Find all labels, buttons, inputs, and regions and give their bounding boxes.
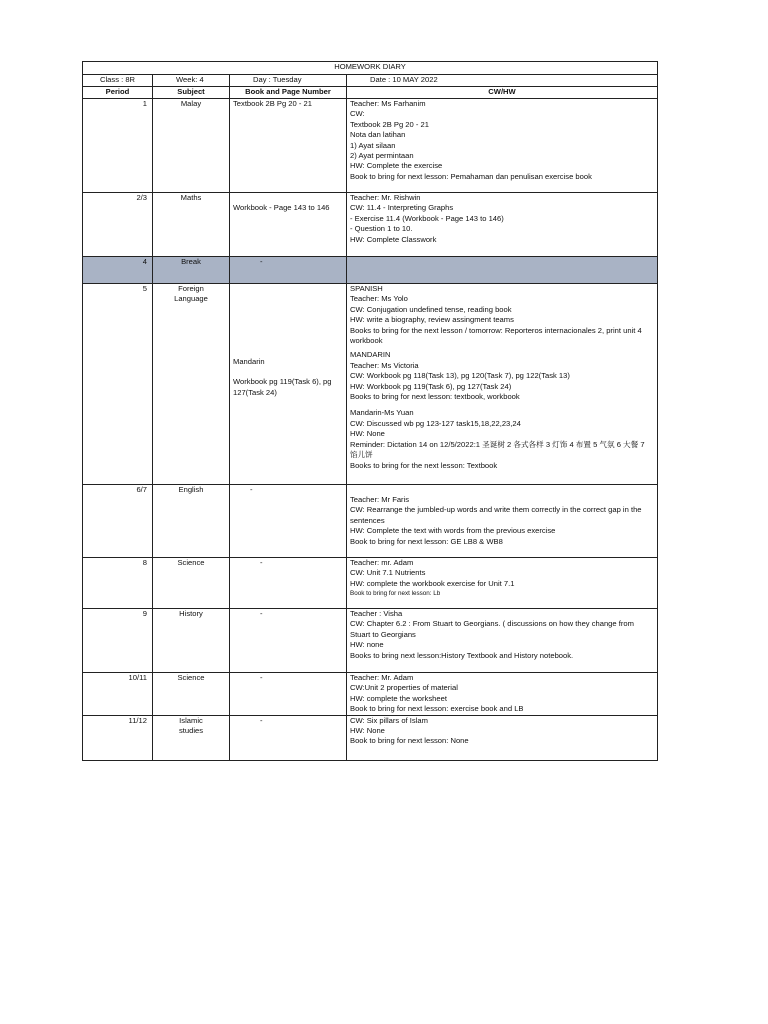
- table-row: [83, 609, 658, 673]
- subject-cell: [153, 193, 230, 257]
- diary-title: HOMEWORK DIARY: [83, 62, 658, 75]
- period-cell: 5: [83, 284, 153, 485]
- book-text: -: [260, 673, 263, 682]
- book-text: -: [260, 257, 263, 266]
- cwhw-line: Teacher: Ms Farhanim: [350, 99, 426, 108]
- spanish-line: Teacher: Ms Yolo: [350, 294, 408, 304]
- table-row: [83, 257, 658, 284]
- book-cell: [230, 257, 347, 284]
- book-cell: [230, 485, 347, 558]
- homework-diary-table: [82, 61, 658, 761]
- cwhw-line: CW: Chapter 6.2 : From Stuart to Georgians. ( discussions on how they change from Stuart to Georgians: [350, 619, 634, 639]
- cwhw-cell: [347, 673, 658, 716]
- cwhw-line: Books to bring next lesson:History Textbook and History notebook.: [350, 650, 574, 660]
- cwhw-line: CW: Rearrange the jumbled-up words and write them correctly in the correct gap in the sentences: [350, 505, 642, 525]
- book-text: -: [260, 558, 263, 567]
- cwhw-line: Nota dan latihan: [350, 130, 406, 140]
- class-label: Class : 8R: [100, 75, 136, 84]
- table-row: [83, 715, 658, 760]
- mandarin-line: HW: Workbook pg 119(Task 6), pg 127(Task 24): [350, 381, 512, 391]
- period-cell: 6/7: [83, 485, 153, 558]
- cwhw-line: Teacher: Mr. Adam: [350, 673, 414, 682]
- cwhw-line: Book to bring for next lesson: exercise book and LB: [350, 704, 524, 714]
- week-label: Week: 4: [176, 75, 204, 84]
- spanish-line: Books to bring for the next lesson / tomorrow: Reporteros internacionales 2, print unit 4 workbook: [350, 325, 642, 346]
- cwhw-line: Teacher : Visha: [350, 609, 403, 618]
- period-cell: 8: [83, 558, 153, 609]
- period-cell: 4: [83, 257, 153, 284]
- period-header: Period: [83, 87, 153, 99]
- subject-text: Language: [174, 294, 208, 304]
- cwhw-line: Book to bring for next lesson: GE LB8 & WB8: [350, 536, 503, 546]
- book-text: Workbook - Page 143 to 146: [233, 203, 330, 212]
- book-cell: [230, 99, 347, 193]
- date-label: Date : 10 MAY 2022: [370, 75, 438, 84]
- subject-cell: [153, 257, 230, 284]
- header-row: [83, 87, 658, 99]
- subject-cell: [153, 609, 230, 673]
- spanish-line: SPANISH: [350, 284, 383, 293]
- subject-header: Subject: [153, 87, 230, 99]
- subject-text: Malay: [180, 99, 202, 108]
- date-cell: [347, 75, 658, 87]
- subject-cell: [153, 558, 230, 609]
- mandarin-line: CW: Workbook pg 118(Task 13), pg 120(Task 7), pg 122(Task 13): [350, 371, 570, 381]
- cwhw-line: Book to bring for next lesson: None: [350, 736, 469, 746]
- book-cell: [230, 715, 347, 760]
- table-row: [83, 284, 658, 485]
- cwhw-line: 2) Ayat permintaan: [350, 151, 414, 161]
- cwhw-cell: [347, 485, 658, 558]
- cwhw-line: 1) Ayat silaan: [350, 140, 396, 150]
- subject-text: Islamic: [179, 715, 203, 725]
- cwhw-line: Textbook 2B Pg 20 - 21: [350, 119, 429, 129]
- week-cell: [153, 75, 230, 87]
- book-text: -: [260, 715, 263, 725]
- period-cell: 11/12: [83, 715, 153, 760]
- table-row: [83, 99, 658, 193]
- cwhw-line: HW: Complete Classwork: [350, 234, 437, 244]
- cwhw-cell: [347, 284, 658, 485]
- cwhw-line: CW: Unit 7.1 Nutrients: [350, 568, 426, 578]
- book-text: Textbook 2B Pg 20 - 21: [233, 99, 312, 108]
- cwhw-line: Teacher: Mr. Rishwin: [350, 193, 421, 202]
- cwhw-line: CW: 11.4 - Interpreting Graphs: [350, 203, 454, 213]
- subject-text: Foreign: [178, 284, 204, 293]
- mandarin-yuan-line: Mandarin-Ms Yuan: [350, 408, 414, 418]
- subject-cell: [153, 485, 230, 558]
- cwhw-line: Book to bring for next lesson: Lb: [350, 590, 441, 598]
- spanish-line: CW: Conjugation undefined tense, reading book: [350, 304, 512, 314]
- cwhw-cell: [347, 193, 658, 257]
- cwhw-cell: [347, 558, 658, 609]
- cwhw-line: HW: complete the workbook exercise for Unit 7.1: [350, 578, 515, 588]
- period-cell: 10/11: [83, 673, 153, 716]
- subject-text: Break: [181, 257, 201, 266]
- period-cell: 9: [83, 609, 153, 673]
- class-cell: [83, 75, 153, 87]
- subject-text: Science: [177, 673, 205, 682]
- meta-row: [83, 75, 658, 87]
- period-cell: 1: [83, 99, 153, 193]
- cwhw-cell: [347, 99, 658, 193]
- book-header: Book and Page Number: [230, 87, 347, 99]
- spanish-line: HW: write a biography, review assingment teams: [350, 315, 514, 325]
- cwhw-header: CW/HW: [347, 87, 658, 99]
- subject-text: studies: [178, 726, 204, 736]
- book-text: Mandarin: [233, 357, 265, 366]
- subject-cell: [153, 715, 230, 760]
- cwhw-line: HW: complete the worksheet: [350, 693, 447, 703]
- cwhw-line: HW: Complete the exercise: [350, 161, 443, 171]
- subject-text: English: [178, 485, 204, 494]
- cwhw-line: HW: None: [350, 726, 385, 736]
- table-row: [83, 193, 658, 257]
- table-row: [83, 485, 658, 558]
- book-cell: [230, 673, 347, 716]
- day-label: Day : Tuesday: [253, 75, 302, 84]
- cwhw-line: HW: none: [350, 640, 384, 650]
- mandarin-yuan-line: Books to bring for the next lesson: Textbook: [350, 460, 498, 470]
- day-cell: [230, 75, 347, 87]
- book-cell: [230, 609, 347, 673]
- mandarin-line: MANDARIN: [350, 350, 391, 360]
- cwhw-line: Book to bring for next lesson: Pemahaman dan penulisan exercise book: [350, 171, 592, 181]
- cwhw-line: Teacher: Mr Faris: [350, 495, 410, 504]
- subject-cell: [153, 284, 230, 485]
- book-cell: [230, 558, 347, 609]
- mandarin-line: Books to bring for next lesson: textbook, workbook: [350, 392, 520, 402]
- mandarin-yuan-line: HW: None: [350, 429, 385, 439]
- book-text: Workbook pg 119(Task 6), pg 127(Task 24): [233, 377, 332, 397]
- subject-text: Maths: [180, 193, 202, 202]
- cwhw-line: Teacher: mr. Adam: [350, 558, 414, 567]
- cwhw-line: - Exercise 11.4 (Workbook - Page 143 to 146): [350, 213, 504, 223]
- subject-text: Science: [177, 558, 205, 567]
- cwhw-cell: [347, 257, 658, 284]
- period-cell: 2/3: [83, 193, 153, 257]
- cwhw-line: CW:: [350, 109, 365, 119]
- cwhw-cell: [347, 715, 658, 760]
- subject-text: History: [179, 609, 203, 618]
- mandarin-yuan-line: CW: Discussed wb pg 123-127 task15,18,22,23,24: [350, 418, 521, 428]
- cwhw-cell: [347, 609, 658, 673]
- cwhw-line: CW: Six pillars of Islam: [350, 715, 428, 725]
- table-row: [83, 558, 658, 609]
- subject-cell: [153, 673, 230, 716]
- cwhw-line: - Question 1 to 10.: [350, 224, 413, 234]
- table-row: [83, 673, 658, 716]
- book-text: -: [260, 609, 263, 618]
- mandarin-line: Teacher: Ms Victoria: [350, 360, 419, 370]
- book-cell: [230, 284, 347, 485]
- mandarin-yuan-line: Reminder: Dictation 14 on 12/5/2022:1 圣诞树 2 各式各样 3 灯饰 4 布置 5 气氛 6 大餐 7 馅儿饼: [350, 439, 645, 460]
- book-cell: [230, 193, 347, 257]
- title-row: [83, 62, 658, 75]
- subject-cell: [153, 99, 230, 193]
- cwhw-line: CW:Unit 2 properties of material: [350, 683, 458, 693]
- book-text: -: [250, 485, 253, 494]
- cwhw-line: HW: Complete the text with words from the previous exercise: [350, 526, 556, 536]
